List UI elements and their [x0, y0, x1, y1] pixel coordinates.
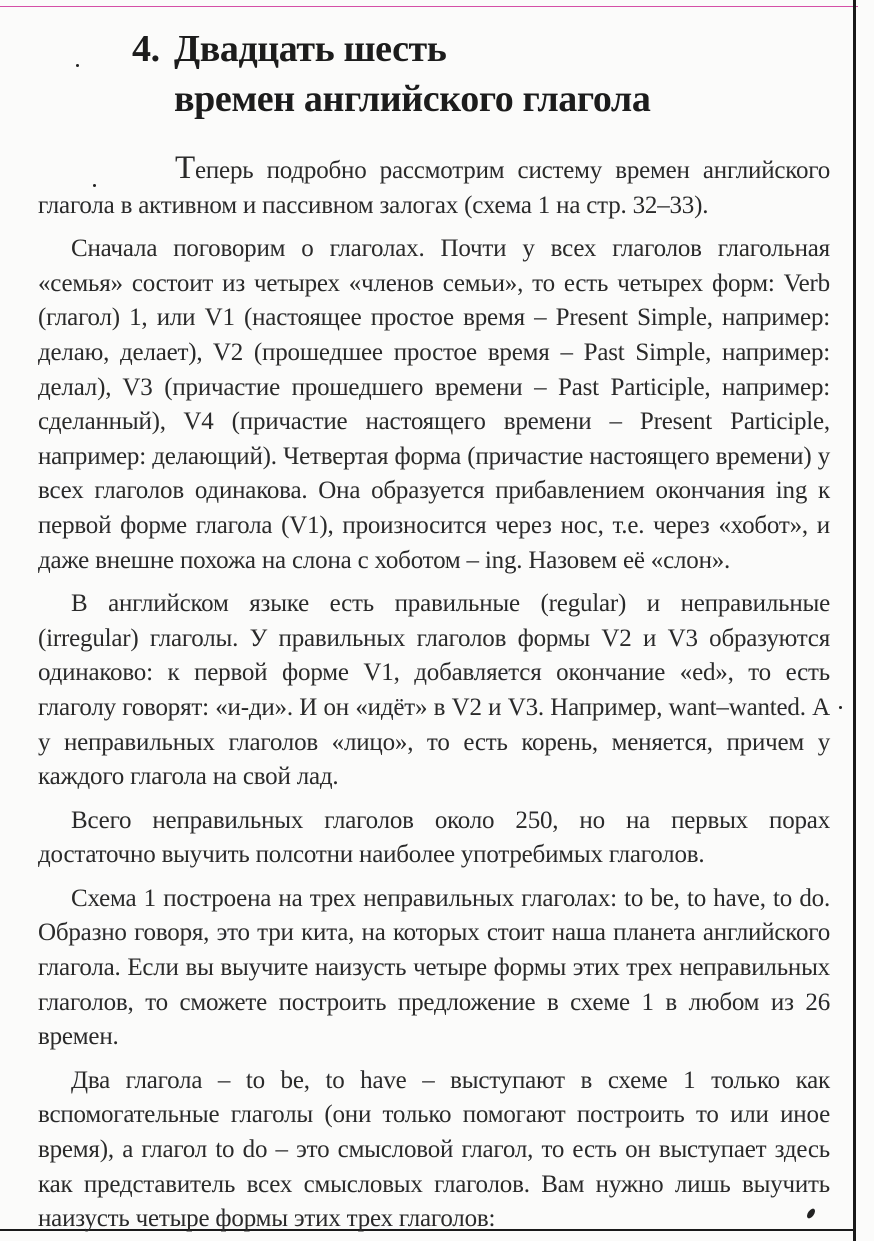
paragraph-regular-irregular: В английском языке есть правильные (regular) и неправильные (irregular) глаголы. У правильных глаголов формы V2 и V3 образуются одинаково: к первой форме V1, добавляется окончание «ed», то есть глаголу говорят: «и-ди». И он «идёт» в V2 и V3. Например, want–wanted. А у неправильных глаголов «лицо», то есть корень, меняется, причем у каждого глагола на свой лад.	[38, 590, 830, 791]
chapter-title-line2: времен английского глагола	[174, 78, 651, 120]
body-text	[38, 151, 830, 1237]
chapter-title-line1: Двадцать шесть	[174, 28, 447, 70]
right-border	[853, 0, 856, 1241]
drop-cap: Т	[175, 150, 195, 186]
paragraph-irregular-count: Всего неправильных глаголов около 250, но на первых порах достаточно выучить полсотни наиболее употребимых глаголов.	[38, 806, 830, 869]
chapter-number: 4.	[132, 28, 160, 70]
scan-speck	[839, 706, 842, 709]
paragraph-auxiliary-verbs: Два глагола – to be, to have – выступают в схеме 1 только как вспомогательные глаголы (они только помогают построить то или иное время), а глагол to do – это смысловой глагол, то есть он выступает здесь как представитель всех смысловых глаголов. Вам нужно лишь выучить наизусть четыре формы этих трех глаголов:	[38, 1066, 830, 1233]
paragraph-scheme-one: Схема 1 построена на трех неправильных глаголах: to be, to have, to do. Образно говоря, это три кита, на которых стоит наша планета английского глагола. Если вы выучите наизусть четыре формы этих трех неправильных глаголов, то сможете построить предложение в схеме 1 в любом из 26 времен.	[38, 884, 830, 1051]
chapter-title	[132, 24, 832, 124]
paragraph-intro	[38, 151, 830, 223]
paragraph-verb-forms: Сначала поговорим о глаголах. Почти у всех глаголов глагольная «семья» состоит из четырех «членов семьи», то есть четырех форм: Verb (глагол) 1, или V1 (настоящее простое время – Present Simple, например: делаю, делает), V2 (прошедшее простое время – Past Simple, например: делал), V3 (причастие прошедшего времени – Past Participle, например: сделанный), V4 (причастие настоящего времени – Present Participle, например: делающий). Четвертая форма (причастие настоящего времени) у всех глаголов одинакова. Она образуется прибавлением окончания ing к первой форме глагола (V1), произносится через нос, т.е. через «хобот», и даже внешне похожа на слона с хоботом – ing. Назовем её «слон».	[38, 235, 830, 574]
paragraph-text: еперь подробно рассмотрим систему времен английского глагола в активном и пассивном залогах (схема 1 на стр. 32–33).	[38, 157, 830, 219]
scan-speck	[76, 64, 79, 67]
scan-speck	[93, 184, 96, 187]
top-rule	[0, 6, 858, 7]
